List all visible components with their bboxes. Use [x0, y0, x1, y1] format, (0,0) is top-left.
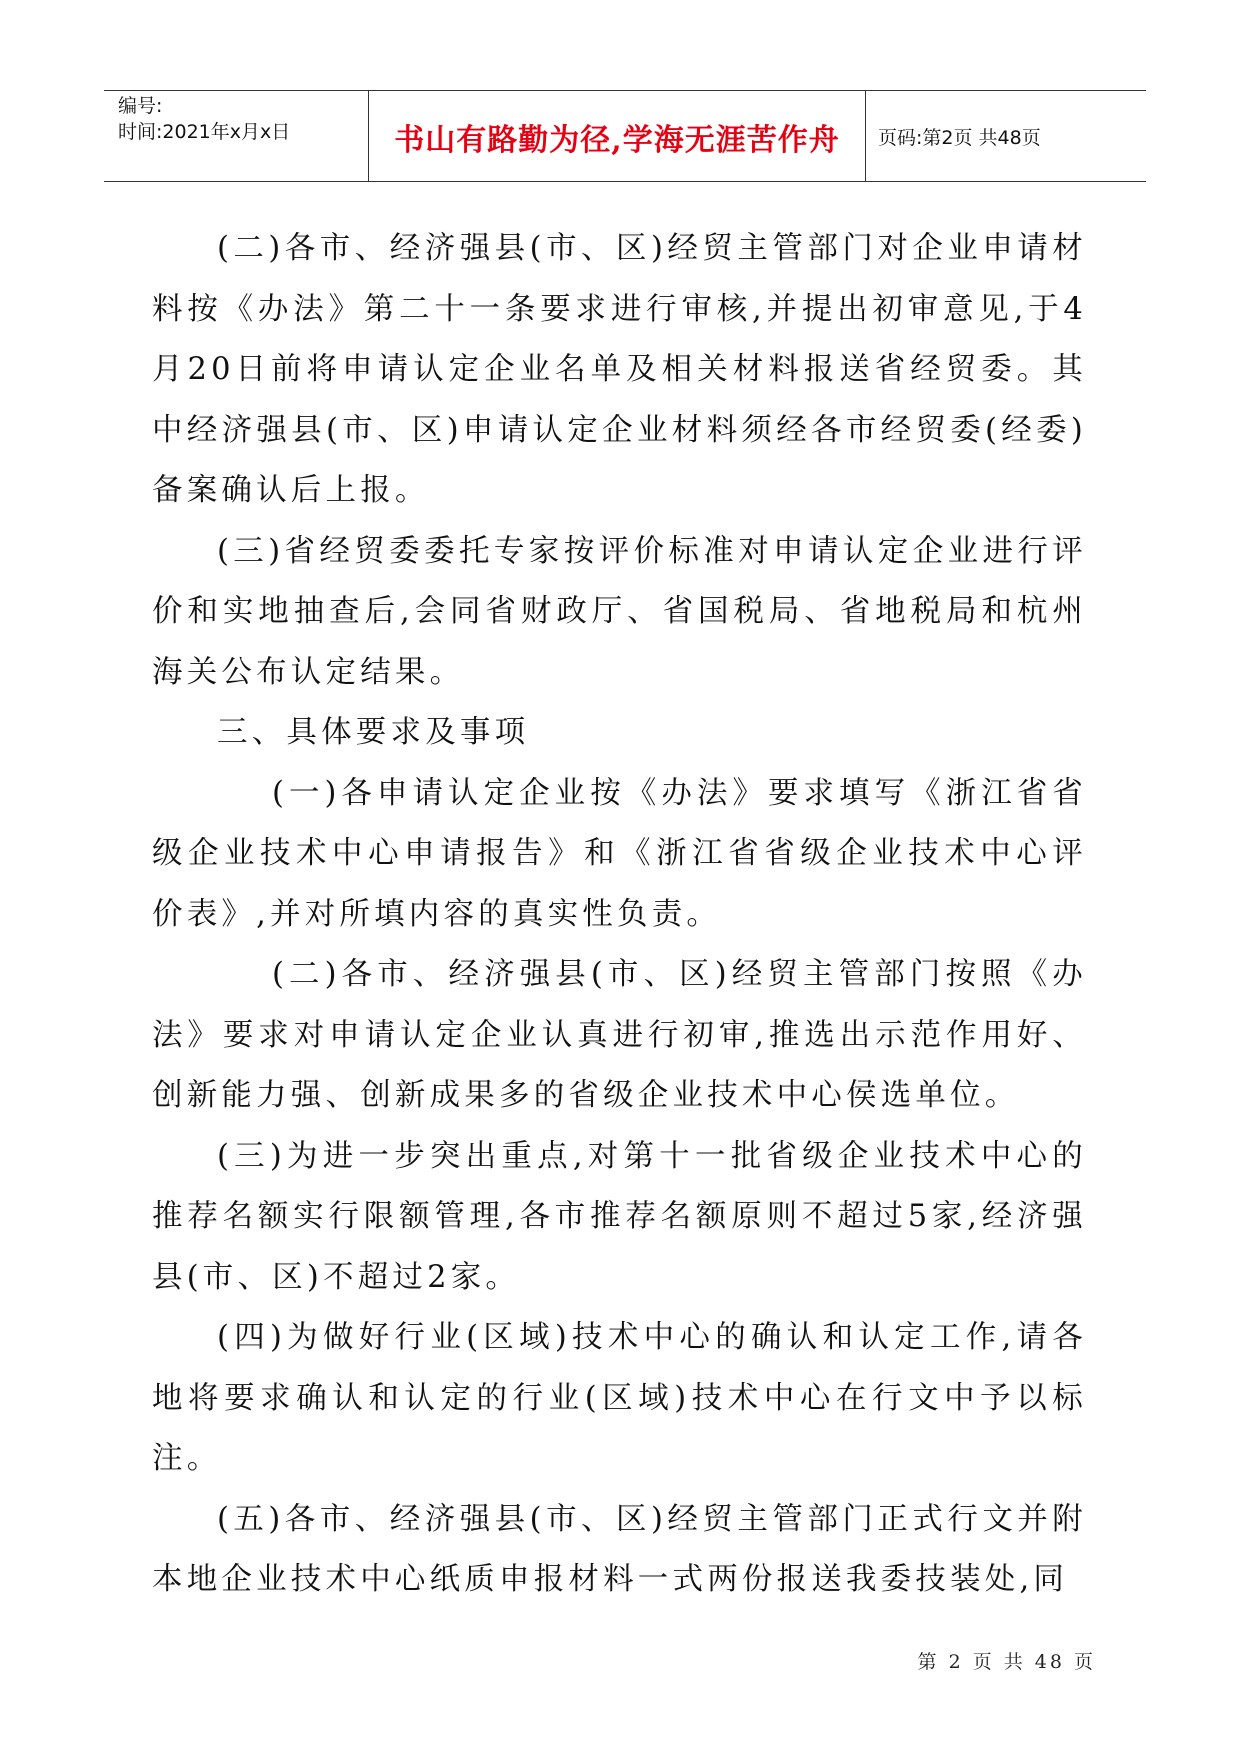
- section-heading-requirements: 三、具体要求及事项: [217, 715, 530, 750]
- page-header: [104, 90, 1146, 182]
- document-number-label: 编号:: [118, 95, 163, 117]
- paragraph-review-3: (三)省经贸委委托专家按评价标准对申请认定企业进行评价和实地抽查后,会同省财政厅、省国税局、省地税局和杭州海关公布认定结果。: [152, 533, 1087, 690]
- paragraph-requirement-4: (四)为做好行业(区域)技术中心的确认和认定工作,请各地将要求确认和认定的行业(区域)技术中心在行文中予以标注。: [152, 1320, 1087, 1476]
- header-motto: 书山有路勤为径,学海无涯苦作舟: [394, 123, 840, 158]
- paragraph-requirement-3: (三)为进一步突出重点,对第十一批省级企业技术中心的推荐名额实行限额管理,各市推荐名额原则不超过5家,经济强县(市、区)不超过2家。: [152, 1138, 1087, 1295]
- header-motto-cell: [369, 91, 866, 181]
- document-date-label: 时间:2021年x月x日: [118, 121, 291, 143]
- paragraph-requirement-5: (五)各市、经济强县(市、区)经贸主管部门正式行文并附本地企业技术中心纸质申报材料一式两份报送我委技装处,同: [152, 1501, 1087, 1597]
- header-page-number: 页码:第2页 共48页: [878, 126, 1041, 149]
- header-meta-cell: [104, 91, 369, 181]
- document-body: [152, 219, 1087, 1611]
- header-page-cell: [866, 91, 1146, 181]
- paragraph-requirement-1: (一)各申请认定企业按《办法》要求填写《浙江省省级企业技术中心申请报告》和《浙江省省级企业技术中心评价表》,并对所填内容的真实性负责。: [152, 775, 1087, 932]
- paragraph-review-2: (二)各市、经济强县(市、区)经贸主管部门对企业申请材料按《办法》第二十一条要求进行审核,并提出初审意见,于4月20日前将申请认定企业名单及相关材料报送省经贸委。其中经济强县(市、区)申请认定企业材料须经各市经贸委(经委)备案确认后上报。: [152, 231, 1087, 508]
- page-footer: 第 2 页 共 48 页: [917, 1651, 1096, 1673]
- paragraph-requirement-2: (二)各市、经济强县(市、区)经贸主管部门按照《办法》要求对申请认定企业认真进行初审,推选出示范作用好、创新能力强、创新成果多的省级企业技术中心侯选单位。: [152, 957, 1087, 1113]
